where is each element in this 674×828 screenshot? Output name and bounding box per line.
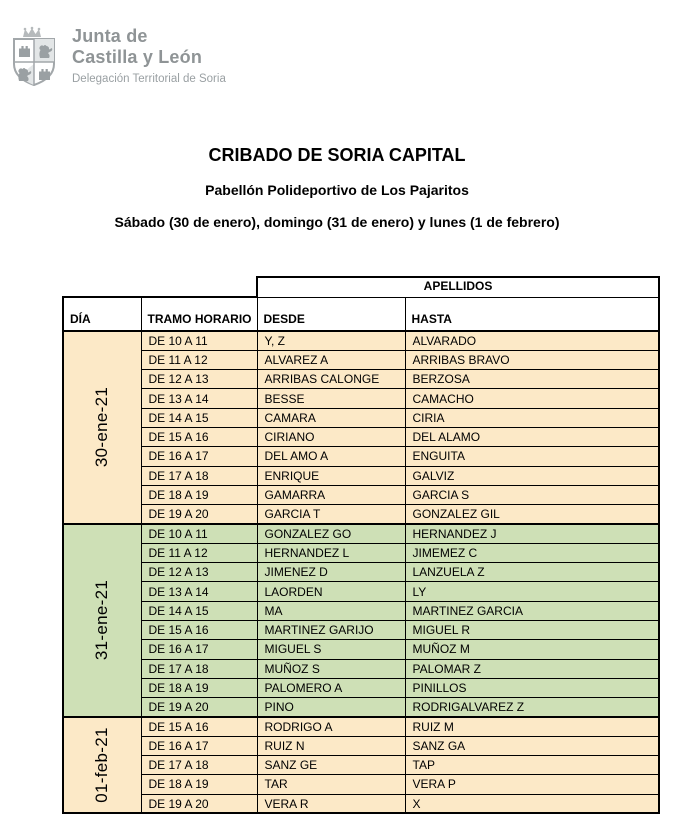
table-row bbox=[63, 640, 659, 659]
slot-cell: DE 13 A 14 bbox=[141, 389, 257, 408]
to-cell: ENGUITA bbox=[405, 447, 659, 466]
table-row bbox=[63, 427, 659, 446]
to-cell: MUÑOZ M bbox=[405, 640, 659, 659]
from-cell: GAMARRA bbox=[257, 485, 405, 504]
to-cell: GARCIA S bbox=[405, 485, 659, 504]
from-cell: HERNANDEZ L bbox=[257, 543, 405, 562]
to-cell: ARRIBAS BRAVO bbox=[405, 350, 659, 369]
table-row bbox=[63, 794, 659, 813]
dates-subtitle: Sábado (30 de enero), domingo (31 de enero) y lunes (1 de febrero) bbox=[114, 214, 560, 230]
from-cell: TAR bbox=[257, 775, 405, 794]
table-row bbox=[63, 775, 659, 794]
to-cell: RODRIGALVAREZ Z bbox=[405, 698, 659, 717]
from-cell: PALOMERO A bbox=[257, 678, 405, 697]
to-cell: MARTINEZ GARCIA bbox=[405, 601, 659, 620]
desde-header: DESDE bbox=[257, 297, 405, 331]
from-cell: RODRIGO A bbox=[257, 717, 405, 736]
to-cell: ALVARADO bbox=[405, 331, 659, 350]
slot-cell: DE 13 A 14 bbox=[141, 582, 257, 601]
logo-text bbox=[72, 26, 226, 85]
slot-cell: DE 12 A 13 bbox=[141, 563, 257, 582]
slot-cell: DE 16 A 17 bbox=[141, 640, 257, 659]
table-row bbox=[63, 543, 659, 562]
apellidos-header: APELLIDOS bbox=[257, 277, 659, 297]
to-cell: JIMEMEZ C bbox=[405, 543, 659, 562]
table-row bbox=[63, 736, 659, 755]
from-cell: Y, Z bbox=[257, 331, 405, 350]
day-cell-31-ene bbox=[63, 524, 141, 717]
to-cell: VERA P bbox=[405, 775, 659, 794]
slot-cell: DE 17 A 18 bbox=[141, 659, 257, 678]
from-cell: DEL AMO A bbox=[257, 447, 405, 466]
table-row bbox=[63, 601, 659, 620]
from-cell: BESSE bbox=[257, 389, 405, 408]
to-cell: HERNANDEZ J bbox=[405, 524, 659, 543]
jcyl-coat-of-arms-icon bbox=[10, 26, 62, 88]
group-header-row bbox=[63, 277, 659, 297]
table-row bbox=[63, 447, 659, 466]
to-cell: SANZ GA bbox=[405, 736, 659, 755]
logo bbox=[10, 26, 226, 88]
table-row bbox=[63, 505, 659, 524]
table-row bbox=[63, 659, 659, 678]
to-cell: CAMACHO bbox=[405, 389, 659, 408]
slot-cell: DE 10 A 11 bbox=[141, 331, 257, 350]
slot-cell: DE 19 A 20 bbox=[141, 505, 257, 524]
slot-cell: DE 18 A 19 bbox=[141, 678, 257, 697]
table-row bbox=[63, 370, 659, 389]
from-cell: CAMARA bbox=[257, 408, 405, 427]
slot-cell: DE 15 A 16 bbox=[141, 620, 257, 639]
slot-cell: DE 15 A 16 bbox=[141, 427, 257, 446]
day-label: 30-ene-21 bbox=[92, 387, 112, 468]
from-cell: PINO bbox=[257, 698, 405, 717]
slot-cell: DE 18 A 19 bbox=[141, 775, 257, 794]
to-cell: GONZALEZ GIL bbox=[405, 505, 659, 524]
slot-cell: DE 10 A 11 bbox=[141, 524, 257, 543]
slot-cell: DE 15 A 16 bbox=[141, 717, 257, 736]
to-cell: LY bbox=[405, 582, 659, 601]
table-row bbox=[63, 563, 659, 582]
slot-cell: DE 19 A 20 bbox=[141, 698, 257, 717]
from-cell: MUÑOZ S bbox=[257, 659, 405, 678]
tramo-header: TRAMO HORARIO bbox=[141, 297, 257, 331]
slot-cell: DE 14 A 15 bbox=[141, 408, 257, 427]
org-department: Delegación Territorial de Soria bbox=[72, 73, 226, 85]
table-row bbox=[63, 485, 659, 504]
slot-cell: DE 14 A 15 bbox=[141, 601, 257, 620]
to-cell: X bbox=[405, 794, 659, 813]
slot-cell: DE 16 A 17 bbox=[141, 447, 257, 466]
table-row bbox=[63, 331, 659, 350]
to-cell: MIGUEL R bbox=[405, 620, 659, 639]
table-row bbox=[63, 698, 659, 717]
to-cell: CIRIA bbox=[405, 408, 659, 427]
from-cell: ARRIBAS CALONGE bbox=[257, 370, 405, 389]
slot-cell: DE 17 A 18 bbox=[141, 466, 257, 485]
table-row bbox=[63, 466, 659, 485]
from-cell: ENRIQUE bbox=[257, 466, 405, 485]
from-cell: MARTINEZ GARIJO bbox=[257, 620, 405, 639]
from-cell: LAORDEN bbox=[257, 582, 405, 601]
day-label: 01-feb-21 bbox=[92, 727, 112, 803]
dia-header: DÍA bbox=[63, 297, 141, 331]
from-cell: ALVAREZ A bbox=[257, 350, 405, 369]
table-row bbox=[63, 408, 659, 427]
table-row bbox=[63, 717, 659, 736]
table-row bbox=[63, 524, 659, 543]
from-cell: GARCIA T bbox=[257, 505, 405, 524]
page-title: CRIBADO DE SORIA CAPITAL bbox=[208, 145, 466, 165]
slot-cell: DE 12 A 13 bbox=[141, 370, 257, 389]
from-cell: GONZALEZ GO bbox=[257, 524, 405, 543]
to-cell: RUIZ M bbox=[405, 717, 659, 736]
to-cell: DEL ALAMO bbox=[405, 427, 659, 446]
venue-subtitle: Pabellón Polideportivo de Los Pajaritos bbox=[205, 182, 469, 198]
to-cell: PALOMAR Z bbox=[405, 659, 659, 678]
table-row bbox=[63, 756, 659, 775]
table-row bbox=[63, 678, 659, 697]
slot-cell: DE 17 A 18 bbox=[141, 756, 257, 775]
table-row bbox=[63, 582, 659, 601]
day-cell-01-feb bbox=[63, 717, 141, 813]
hasta-header: HASTA bbox=[405, 297, 659, 331]
from-cell: MIGUEL S bbox=[257, 640, 405, 659]
to-cell: GALVIZ bbox=[405, 466, 659, 485]
table-row bbox=[63, 620, 659, 639]
to-cell: BERZOSA bbox=[405, 370, 659, 389]
to-cell: PINILLOS bbox=[405, 678, 659, 697]
from-cell: RUIZ N bbox=[257, 736, 405, 755]
slot-cell: DE 16 A 17 bbox=[141, 736, 257, 755]
from-cell: JIMENEZ D bbox=[257, 563, 405, 582]
slot-cell: DE 11 A 12 bbox=[141, 350, 257, 369]
to-cell: LANZUELA Z bbox=[405, 563, 659, 582]
day-cell-30-ene bbox=[63, 331, 141, 524]
schedule-table bbox=[62, 276, 660, 814]
slot-cell: DE 11 A 12 bbox=[141, 543, 257, 562]
from-cell: VERA R bbox=[257, 794, 405, 813]
column-header-row bbox=[63, 297, 659, 331]
header-spacer bbox=[63, 277, 257, 297]
table-row bbox=[63, 389, 659, 408]
day-label: 31-ene-21 bbox=[92, 580, 112, 661]
from-cell: MA bbox=[257, 601, 405, 620]
to-cell: TAP bbox=[405, 756, 659, 775]
table-row bbox=[63, 350, 659, 369]
slot-cell: DE 19 A 20 bbox=[141, 794, 257, 813]
org-name-line1: Junta de bbox=[72, 26, 148, 46]
org-name-line2: Castilla y León bbox=[72, 47, 203, 67]
slot-cell: DE 18 A 19 bbox=[141, 485, 257, 504]
from-cell: CIRIANO bbox=[257, 427, 405, 446]
from-cell: SANZ GE bbox=[257, 756, 405, 775]
